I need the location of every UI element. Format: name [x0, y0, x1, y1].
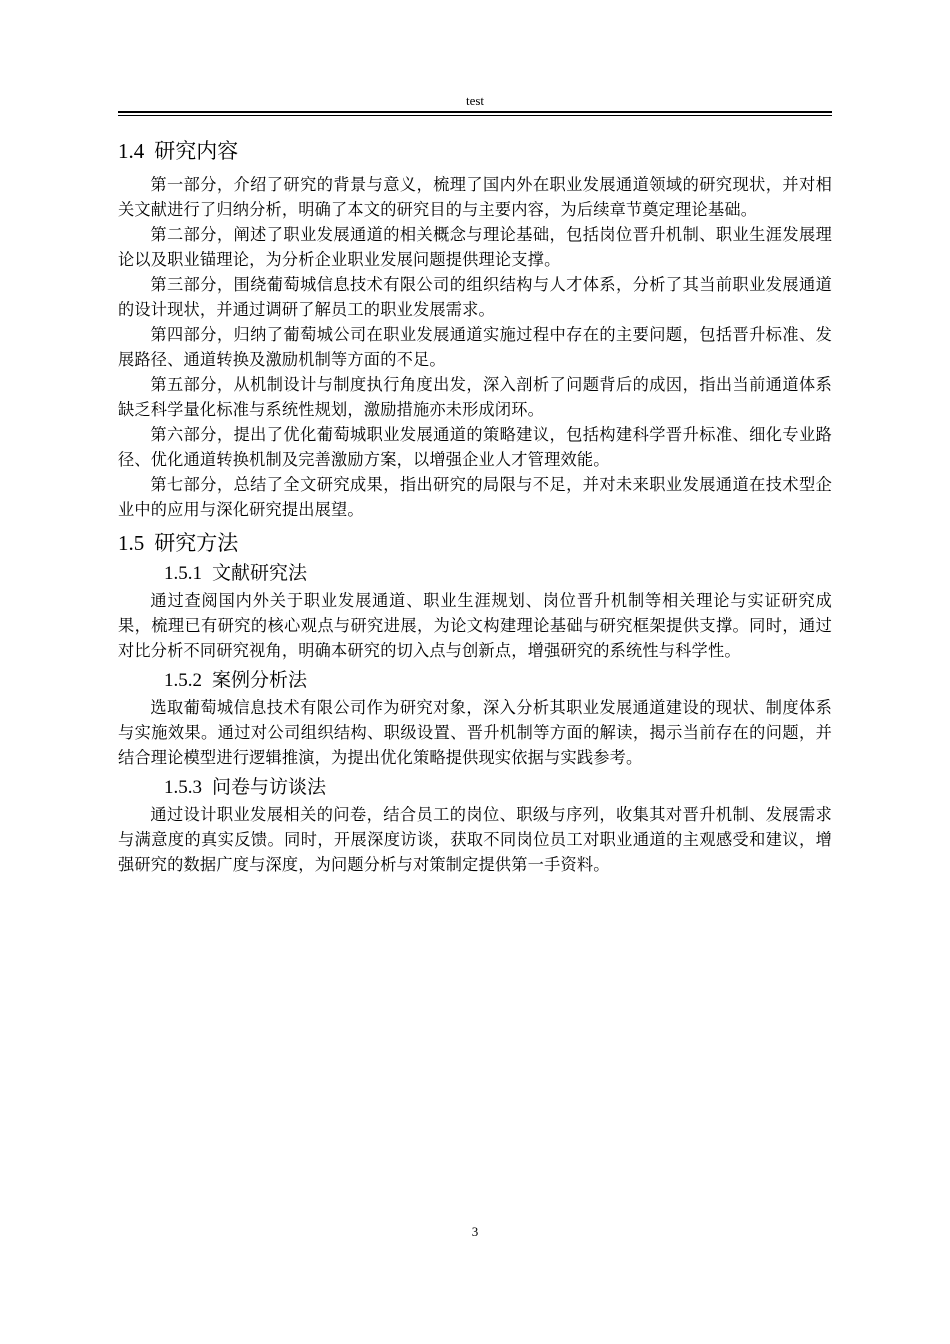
subsection-title: 案例分析法	[212, 670, 308, 691]
subsection-title: 问卷与访谈法	[212, 777, 327, 798]
section-heading-1-5	[118, 528, 832, 558]
paragraph-part-2: 第二部分，阐述了职业发展通道的相关概念与理论基础，包括岗位晋升机制、职业生涯发展理论以及职业锚理论，为分析企业职业发展问题提供理论支撑。	[118, 225, 832, 269]
subsection-number: 1.5.2	[164, 670, 202, 691]
header-rule-thick	[118, 111, 832, 113]
paragraph-literature-method: 通过查阅国内外关于职业发展通道、职业生涯规划、岗位晋升机制等相关理论与实证研究成果，梳理已有研究的核心观点与研究进展，为论文构建理论基础与研究框架提供支撑。同时，通过对比分析不同研究视角，明确本研究的切入点与创新点，增强研究的系统性与科学性。	[118, 591, 832, 660]
section-number: 1.5	[118, 531, 145, 555]
subsection-heading-1-5-3	[118, 774, 832, 802]
section-title: 研究方法	[154, 531, 239, 555]
subsection-heading-1-5-2	[118, 667, 832, 695]
page-header: test	[465, 93, 485, 108]
paragraph-part-5: 第五部分，从机制设计与制度执行角度出发，深入剖析了问题背后的成因，指出当前通道体系缺乏科学量化标准与系统性规划，激励措施亦未形成闭环。	[118, 375, 832, 419]
subsection-title: 文献研究法	[212, 563, 308, 584]
page-number: 3	[471, 1224, 479, 1239]
paragraph-part-4: 第四部分，归纳了葡萄城公司在职业发展通道实施过程中存在的主要问题，包括晋升标准、发展路径、通道转换及激励机制等方面的不足。	[118, 325, 832, 369]
document-body	[118, 136, 832, 877]
paragraph-part-1: 第一部分，介绍了研究的背景与意义，梳理了国内外在职业发展通道领域的研究现状，并对相关文献进行了归纳分析，明确了本文的研究目的与主要内容，为后续章节奠定理论基础。	[118, 175, 832, 219]
section-number: 1.4	[118, 139, 145, 163]
header-rule-thin	[118, 115, 832, 116]
paragraph-part-3: 第三部分，围绕葡萄城信息技术有限公司的组织结构与人才体系，分析了其当前职业发展通道的设计现状，并通过调研了解员工的职业发展需求。	[118, 275, 832, 319]
subsection-number: 1.5.1	[164, 563, 202, 584]
subsection-heading-1-5-1	[118, 560, 832, 588]
section-title: 研究内容	[154, 139, 239, 163]
paragraph-case-method: 选取葡萄城信息技术有限公司作为研究对象，深入分析其职业发展通道建设的现状、制度体系与实施效果。通过对公司组织结构、职级设置、晋升机制等方面的解读，揭示当前存在的问题，并结合理论模型进行逻辑推演，为提出优化策略提供现实依据与实践参考。	[118, 698, 832, 767]
section-heading-1-4	[118, 136, 832, 166]
subsection-number: 1.5.3	[164, 777, 202, 798]
paragraph-survey-method: 通过设计职业发展相关的问卷，结合员工的岗位、职级与序列，收集其对晋升机制、发展需求与满意度的真实反馈。同时，开展深度访谈，获取不同岗位员工对职业通道的主观感受和建议，增强研究的数据广度与深度，为问题分析与对策制定提供第一手资料。	[118, 805, 832, 874]
paragraph-part-7: 第七部分，总结了全文研究成果，指出研究的局限与不足，并对未来职业发展通道在技术型企业中的应用与深化研究提出展望。	[118, 475, 832, 519]
paragraph-part-6: 第六部分，提出了优化葡萄城职业发展通道的策略建议，包括构建科学晋升标准、细化专业路径、优化通道转换机制及完善激励方案，以增强企业人才管理效能。	[118, 425, 832, 469]
